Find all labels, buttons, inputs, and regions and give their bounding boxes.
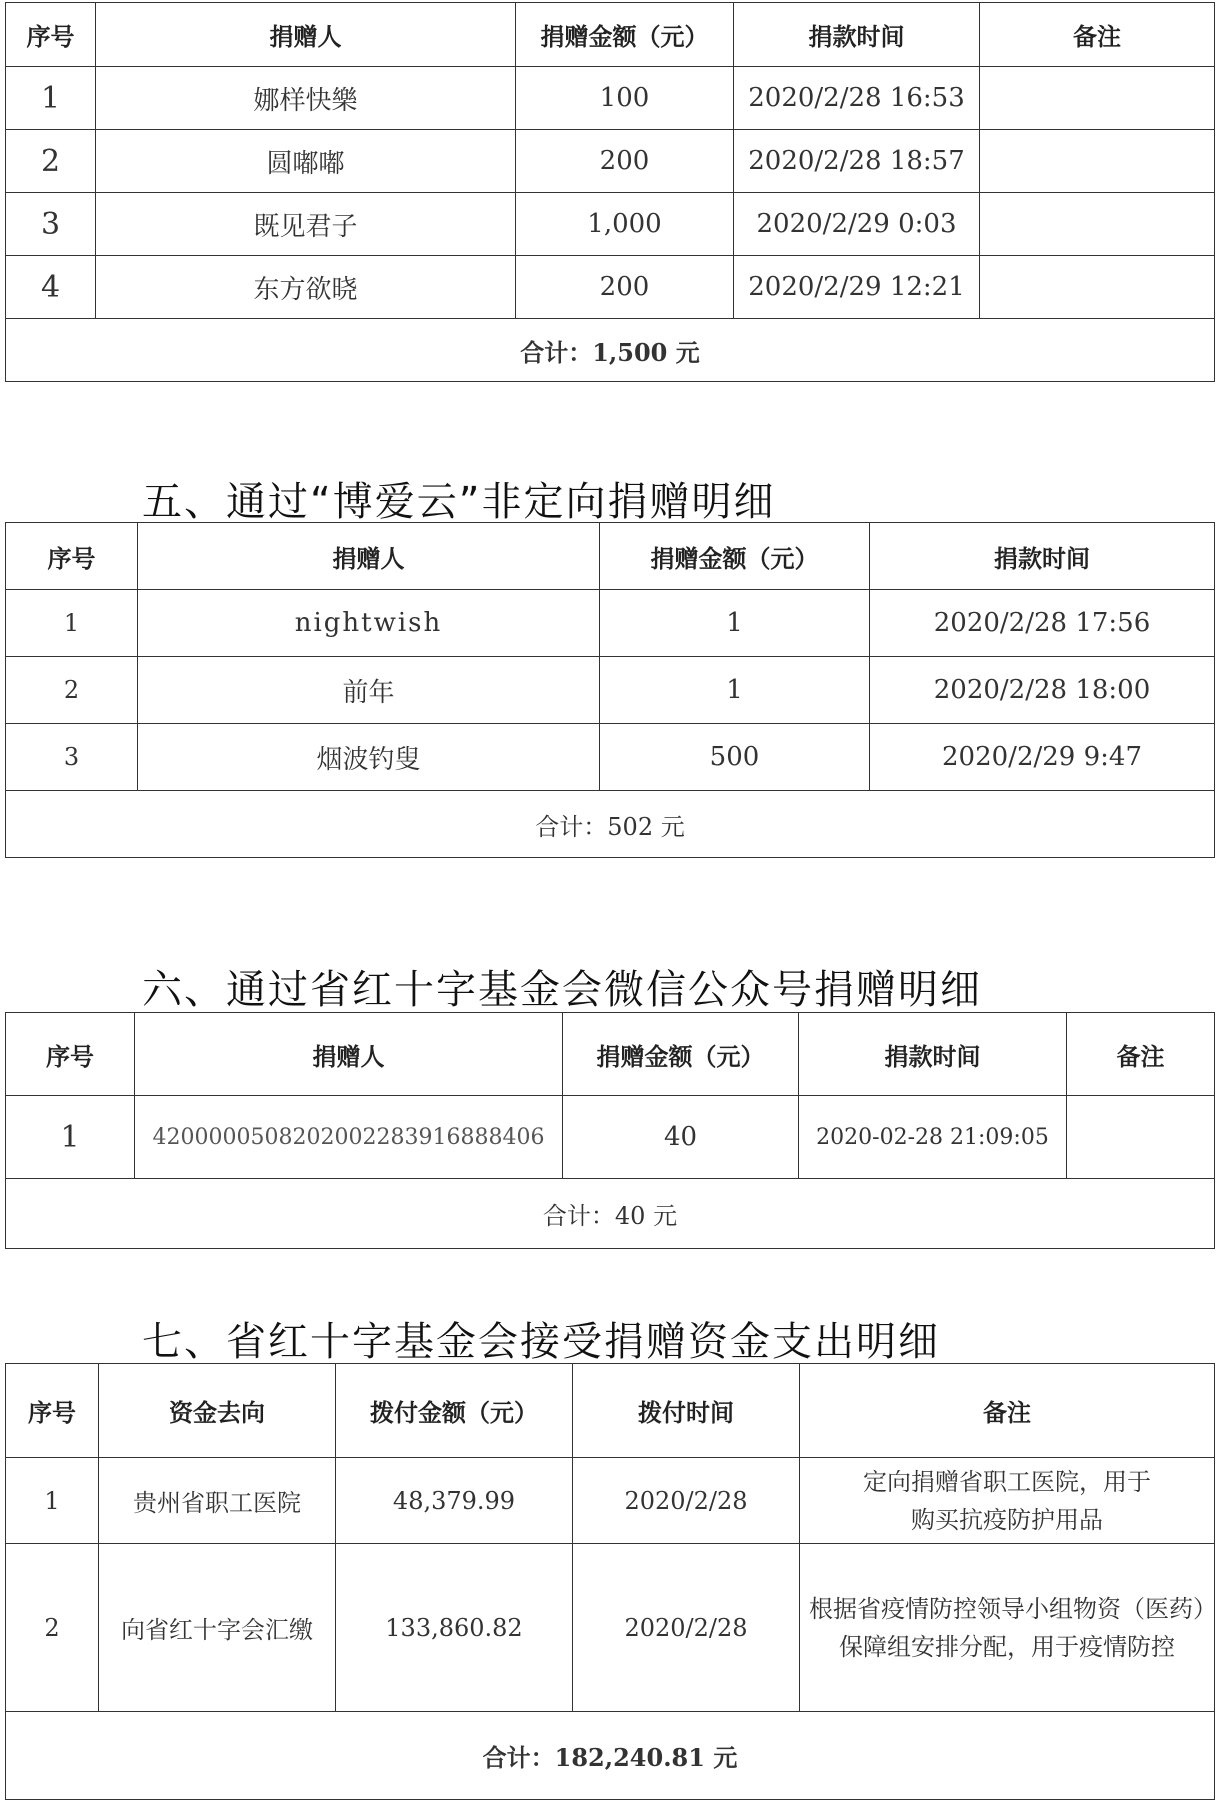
header-index: 序号 [6, 1364, 99, 1458]
total-value: 合计：182,240.81 元 [6, 1712, 1215, 1800]
table-row [6, 590, 1215, 657]
donation-table-4 [5, 2, 1215, 382]
total-row [6, 319, 1215, 382]
cell-time: 2020/2/28 16:53 [734, 67, 980, 130]
header-index: 序号 [6, 3, 96, 67]
table-row [6, 1458, 1215, 1544]
header-time: 捐款时间 [734, 3, 980, 67]
table-row [6, 724, 1215, 791]
header-donor: 捐赠人 [96, 3, 516, 67]
header-time: 捐款时间 [799, 1013, 1067, 1096]
total-row [6, 1712, 1215, 1800]
cell-index: 4 [6, 256, 96, 319]
cell-index: 2 [6, 1544, 99, 1712]
cell-index: 1 [6, 67, 96, 130]
cell-remark [980, 67, 1215, 130]
cell-time: 2020/2/28 18:00 [870, 657, 1215, 724]
cell-time: 2020/2/29 12:21 [734, 256, 980, 319]
table-row [6, 1544, 1215, 1712]
cell-time: 2020/2/28 17:56 [870, 590, 1215, 657]
total-row [6, 1179, 1215, 1249]
cell-donor: 圆嘟嘟 [96, 130, 516, 193]
cell-amount: 133,860.82 [336, 1544, 573, 1712]
cell-donor: 4200000508202002283916888406 [135, 1096, 563, 1179]
donation-table-5 [5, 522, 1215, 858]
table-row [6, 256, 1215, 319]
cell-index: 1 [6, 1096, 135, 1179]
cell-remark: 定向捐赠省职工医院，用于购买抗疫防护用品 [800, 1458, 1215, 1544]
cell-destination: 向省红十字会汇缴 [99, 1544, 336, 1712]
header-destination: 资金去向 [99, 1364, 336, 1458]
table-header-row [6, 1364, 1215, 1458]
cell-amount: 1 [600, 590, 870, 657]
table-header-row [6, 1013, 1215, 1096]
header-donor: 捐赠人 [135, 1013, 563, 1096]
cell-index: 3 [6, 724, 138, 791]
table-row [6, 657, 1215, 724]
cell-amount: 100 [516, 67, 734, 130]
cell-amount: 200 [516, 130, 734, 193]
table-row [6, 1096, 1215, 1179]
total-value: 合计：40 元 [6, 1179, 1215, 1249]
expenditure-table [5, 1363, 1215, 1800]
cell-index: 2 [6, 657, 138, 724]
cell-donor: 烟波钓叟 [138, 724, 600, 791]
cell-destination: 贵州省职工医院 [99, 1458, 336, 1544]
total-row [6, 791, 1215, 858]
cell-time: 2020/2/28 18:57 [734, 130, 980, 193]
header-amount: 捐赠金额（元） [600, 523, 870, 590]
header-amount: 拨付金额（元） [336, 1364, 573, 1458]
cell-index: 2 [6, 130, 96, 193]
cell-amount: 40 [563, 1096, 799, 1179]
header-index: 序号 [6, 523, 138, 590]
total-value: 合计：1,500 元 [6, 319, 1215, 382]
cell-donor: 既见君子 [96, 193, 516, 256]
cell-amount: 200 [516, 256, 734, 319]
cell-index: 3 [6, 193, 96, 256]
section-5-title: 五、通过“博爱云”非定向捐赠明细 [142, 479, 776, 525]
header-remark: 备注 [1067, 1013, 1215, 1096]
cell-index: 1 [6, 590, 138, 657]
cell-amount: 1 [600, 657, 870, 724]
cell-remark [980, 130, 1215, 193]
cell-date: 2020/2/28 [573, 1458, 800, 1544]
cell-index: 1 [6, 1458, 99, 1544]
cell-remark [980, 193, 1215, 256]
table-header-row [6, 523, 1215, 590]
cell-time: 2020/2/29 9:47 [870, 724, 1215, 791]
table-header-row [6, 3, 1215, 67]
cell-donor: 娜样快樂 [96, 67, 516, 130]
table-row [6, 67, 1215, 130]
cell-date: 2020/2/28 [573, 1544, 800, 1712]
cell-donor: 东方欲晓 [96, 256, 516, 319]
table-row [6, 193, 1215, 256]
total-value: 合计：502 元 [6, 791, 1215, 858]
header-amount: 捐赠金额（元） [516, 3, 734, 67]
header-remark: 备注 [980, 3, 1215, 67]
cell-amount: 48,379.99 [336, 1458, 573, 1544]
cell-remark [980, 256, 1215, 319]
section-7-title: 七、省红十字基金会接受捐赠资金支出明细 [142, 1319, 940, 1365]
section-6-title: 六、通过省红十字基金会微信公众号捐赠明细 [142, 967, 982, 1013]
header-remark: 备注 [800, 1364, 1215, 1458]
cell-donor: 前年 [138, 657, 600, 724]
cell-remark: 根据省疫情防控领导小组物资（医药）保障组安排分配，用于疫情防控 [800, 1544, 1215, 1712]
header-date: 拨付时间 [573, 1364, 800, 1458]
cell-amount: 500 [600, 724, 870, 791]
table-row [6, 130, 1215, 193]
cell-donor: nightwish [138, 590, 600, 657]
donation-table-6 [5, 1012, 1215, 1249]
header-amount: 捐赠金额（元） [563, 1013, 799, 1096]
cell-time: 2020-02-28 21:09:05 [799, 1096, 1067, 1179]
header-index: 序号 [6, 1013, 135, 1096]
cell-time: 2020/2/29 0:03 [734, 193, 980, 256]
header-time: 捐款时间 [870, 523, 1215, 590]
cell-remark [1067, 1096, 1215, 1179]
cell-amount: 1,000 [516, 193, 734, 256]
header-donor: 捐赠人 [138, 523, 600, 590]
